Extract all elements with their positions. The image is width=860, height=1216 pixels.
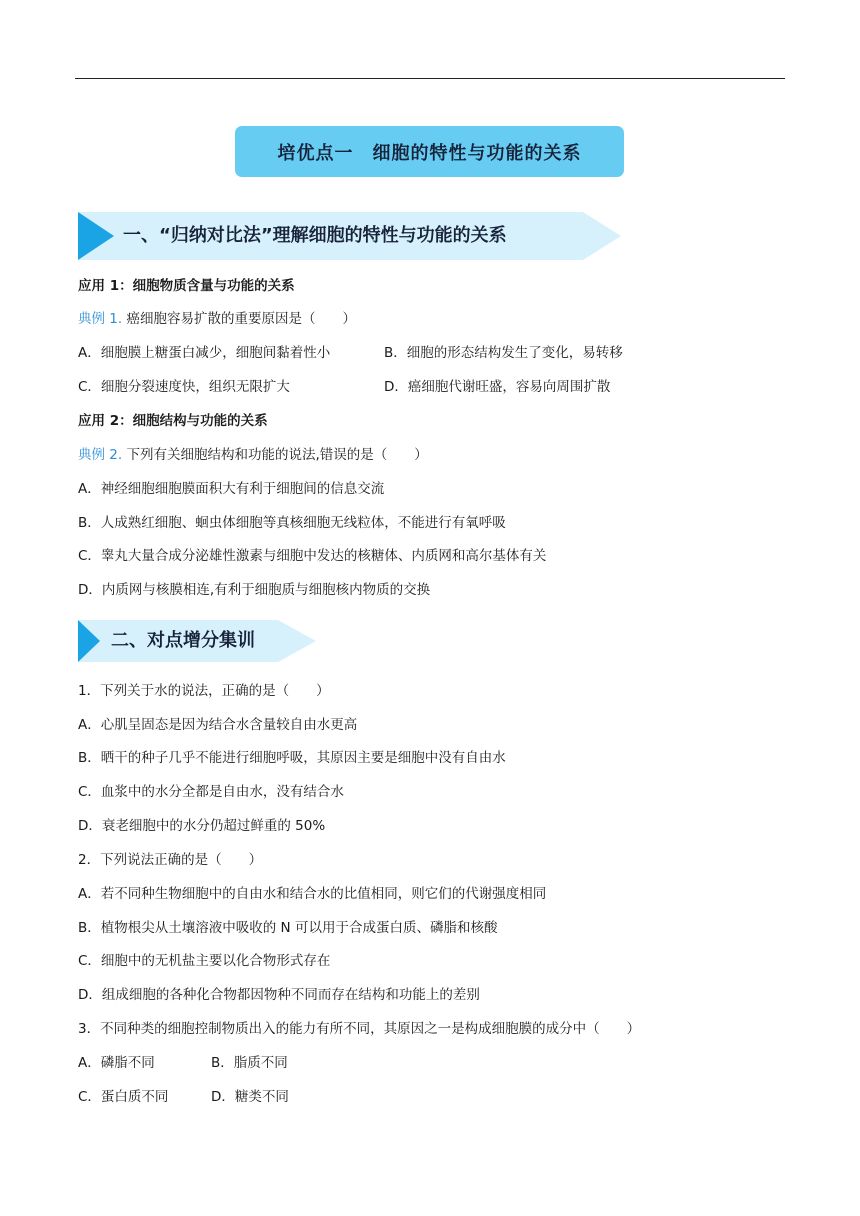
example-2-label: 典例 2.: [78, 447, 123, 463]
section-heading-1: 一、“归纳对比法”理解细胞的特性与功能的关系: [123, 225, 507, 246]
example-2-option-c: C．睾丸大量合成分泌雄性激素与细胞中发达的核糖体、内质网和高尔基体有关: [78, 548, 547, 564]
section-banner-1: [78, 212, 623, 260]
question-1-stem: 1．下列关于水的说法，正确的是（ ）: [78, 683, 330, 699]
example-2-option-d: D．内质网与核膜相连,有利于细胞质与细胞核内物质的交换: [78, 582, 431, 598]
question-1-option-c: C．血浆中的水分全都是自由水，没有结合水: [78, 784, 344, 800]
example-1-option-d: D．癌细胞代谢旺盛，容易向周围扩散: [384, 379, 611, 395]
example-1-option-a: A．细胞膜上糖蛋白减少，细胞间黏着性小: [78, 345, 331, 361]
page-title: 培优点一 细胞的特性与功能的关系: [235, 126, 624, 177]
example-1-option-b: B．细胞的形态结构发生了变化，易转移: [384, 345, 623, 361]
app1-heading: 应用 1：细胞物质含量与功能的关系: [78, 278, 295, 294]
question-3-stem: 3．不同种类的细胞控制物质出入的能力有所不同，其原因之一是构成细胞膜的成分中（ ）: [78, 1021, 641, 1037]
example-1: [78, 310, 356, 328]
question-2-option-a: A．若不同种生物细胞中的自由水和结合水的比值相同，则它们的代谢强度相同: [78, 886, 547, 902]
section-banner-2: [78, 620, 318, 668]
app2-heading: 应用 2：细胞结构与功能的关系: [78, 413, 268, 429]
question-3-option-b: B．脂质不同: [211, 1055, 288, 1071]
example-2-text: 下列有关细胞结构和功能的说法,错误的是（ ）: [126, 447, 428, 463]
example-2-option-b: B．人成熟红细胞、蛔虫体细胞等真核细胞无线粒体，不能进行有氧呼吸: [78, 515, 506, 531]
example-1-label: 典例 1.: [78, 311, 123, 327]
example-2: [78, 446, 428, 464]
example-1-option-c: C．细胞分裂速度快，组织无限扩大: [78, 379, 290, 395]
question-3-option-d: D．糖类不同: [211, 1089, 289, 1105]
question-3-option-c: C．蛋白质不同: [78, 1089, 169, 1105]
question-3-option-a: A．磷脂不同: [78, 1055, 155, 1071]
question-2-stem: 2．下列说法正确的是（ ）: [78, 852, 263, 868]
example-2-option-a: A．神经细胞细胞膜面积大有利于细胞间的信息交流: [78, 481, 385, 497]
question-2-option-b: B．植物根尖从土壤溶液中吸收的 N 可以用于合成蛋白质、磷脂和核酸: [78, 920, 498, 936]
question-1-option-d: D．衰老细胞中的水分仍超过鲜重的 50%: [78, 818, 326, 834]
question-2-option-c: C．细胞中的无机盐主要以化合物形式存在: [78, 953, 331, 969]
question-1-option-a: A．心肌呈固态是因为结合水含量较自由水更高: [78, 717, 358, 733]
question-1-option-b: B．晒干的种子几乎不能进行细胞呼吸，其原因主要是细胞中没有自由水: [78, 750, 506, 766]
section-heading-2: 二、对点增分集训: [111, 630, 255, 651]
question-2-option-d: D．组成细胞的各种化合物都因物种不同而存在结构和功能上的差别: [78, 987, 480, 1003]
example-1-text: 癌细胞容易扩散的重要原因是（ ）: [126, 311, 356, 327]
header-rule: [75, 78, 785, 79]
